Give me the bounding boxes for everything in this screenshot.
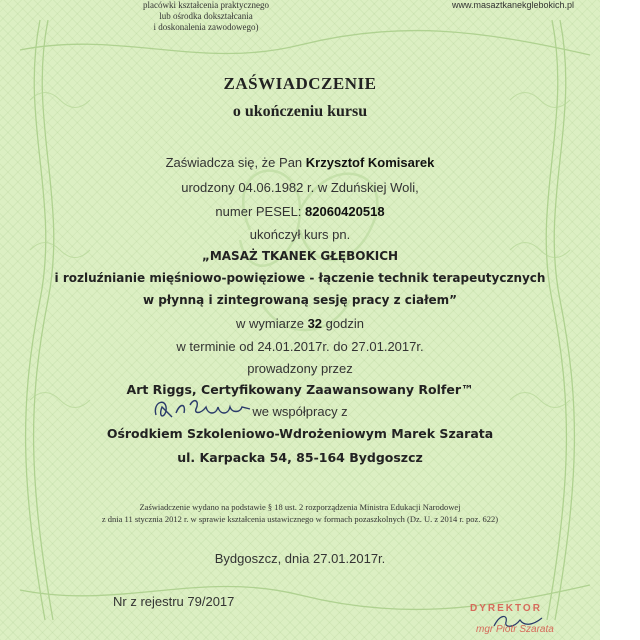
legal-basis-line-1: Zaświadczenie wydano na podstawie § 18 ust. 2 rozporządzenia Ministra Edukacji Narodowej xyxy=(139,502,461,512)
address-line: ul. Karpacka 54, 85-164 Bydgoszcz xyxy=(177,450,423,465)
instructor-line: Art Riggs, Certyfikowany Zaawansowany Rolfer™ xyxy=(126,382,474,397)
hours-value: 32 xyxy=(307,316,323,331)
recipient-line xyxy=(0,155,600,170)
course-title-line-2: i rozluźnianie mięśniowo-powięziowe - łączenie technik terapeutycznych xyxy=(54,271,546,285)
recipient-lead: Zaświadcza się, że Pan xyxy=(165,155,306,170)
cooperation-line: we współpracy z xyxy=(252,404,348,419)
header-line: placówki kształcenia praktycznego xyxy=(143,0,269,10)
header-institution xyxy=(116,0,296,33)
birth-line: urodzony 04.06.1982 r. w Zduńskiej Woli, xyxy=(181,180,419,195)
certificate-title: ZAŚWIADCZENIE xyxy=(223,74,377,93)
stamp-title: DYREKTOR xyxy=(470,603,542,614)
center-line: Ośrodkiem Szkoleniowo-Wdrożeniowym Marek Szarata xyxy=(106,426,494,441)
stamp-name: mgr Piotr Szarata xyxy=(476,624,554,635)
course-title-line-1: „MASAŻ TKANEK GŁĘBOKICH xyxy=(201,249,399,263)
certificate-subtitle: o ukończeniu kursu xyxy=(232,103,368,120)
header-line: lub ośrodka dokształcania xyxy=(159,11,253,21)
recipient-name: Krzysztof Komisarek xyxy=(305,155,435,170)
pesel-value: 82060420518 xyxy=(305,204,385,219)
led-by-line: prowadzony przez xyxy=(247,361,353,376)
completed-line: ukończył kurs pn. xyxy=(249,227,351,242)
registry-number: Nr z rejestru 79/2017 xyxy=(113,594,235,609)
header-website: www.masaztkanekglebokich.pl xyxy=(452,0,575,10)
dates-line: w terminie od 24.01.2017r. do 27.01.2017r. xyxy=(176,339,424,354)
pesel-label: numer PESEL: xyxy=(215,204,306,219)
pesel-line xyxy=(0,204,600,219)
header-line: i doskonalenia zawodowego) xyxy=(153,22,259,32)
hours-prefix: w wymiarze xyxy=(236,316,308,331)
place-date: Bydgoszcz, dnia 27.01.2017r. xyxy=(214,551,386,566)
legal-basis-line-2: z dnia 11 stycznia 2012 r. w sprawie kształcenia ustawicznego w formach pozaszkolnych (Dz. U. z 2014 r. poz. 622) xyxy=(101,514,499,524)
course-title-line-3: w płynną i zintegrowaną sesję pracy z ciałem” xyxy=(142,293,458,307)
hours-suffix: godzin xyxy=(322,316,364,331)
hours-line xyxy=(0,316,600,331)
